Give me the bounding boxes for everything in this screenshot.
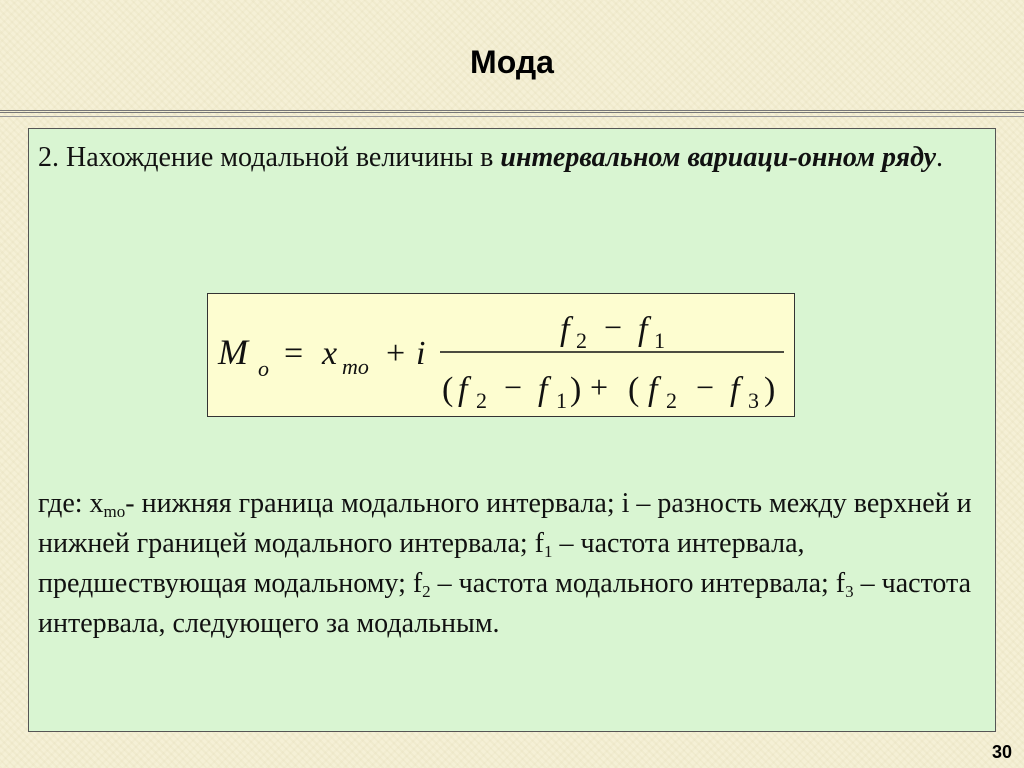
formula-num-minus: − bbox=[604, 309, 623, 345]
formula-den-plus: + bbox=[590, 369, 609, 405]
mode-formula bbox=[208, 294, 794, 416]
formula-i: i bbox=[416, 335, 426, 372]
def-sub-3: 3 bbox=[845, 582, 854, 601]
def-text-2: - нижняя граница модального интервала; i – разность между верхней и нижней границей модального интервала; f bbox=[38, 488, 972, 559]
title-divider-thin bbox=[0, 116, 1024, 117]
formula-den-open2: ( bbox=[628, 371, 640, 408]
intro-suffix: . bbox=[936, 142, 944, 173]
formula-den-f2a: f bbox=[458, 371, 468, 408]
intro-paragraph bbox=[38, 138, 978, 178]
formula-den-f2b: f bbox=[648, 371, 658, 408]
def-text-5: – частота интервала, следующего за модальным. bbox=[38, 568, 972, 639]
formula-den-minus1: − bbox=[504, 369, 523, 405]
formula-num-f2-sub: 2 bbox=[576, 328, 587, 353]
formula-equals: = bbox=[284, 335, 304, 372]
formula-den-f3: f bbox=[730, 371, 740, 408]
formula-den-f1-sub: 1 bbox=[556, 388, 567, 413]
def-sub-1: 1 bbox=[544, 542, 553, 561]
def-text-1: где: x bbox=[38, 488, 104, 519]
formula-num-f1: f bbox=[638, 311, 648, 348]
formula-lhs-main: M bbox=[218, 332, 248, 372]
slide-title: Мода bbox=[470, 44, 554, 80]
title-divider bbox=[0, 110, 1024, 113]
formula-den-minus2: − bbox=[696, 369, 715, 405]
formula-den-f3-sub: 3 bbox=[748, 388, 759, 413]
formula-den-open1: ( bbox=[442, 371, 454, 408]
def-sub-mo: mo bbox=[103, 502, 126, 521]
def-text-3: – частота интервала, предшествующая модальному; f bbox=[38, 528, 805, 599]
formula-den-f2b-sub: 2 bbox=[666, 388, 677, 413]
formula-den-f1: f bbox=[538, 371, 548, 408]
page-number: 30 bbox=[991, 742, 1012, 762]
def-text-4: – частота модального интервала; f bbox=[430, 568, 846, 599]
formula-plus: + bbox=[386, 335, 406, 372]
formula-lhs-sub: o bbox=[258, 356, 269, 381]
intro-prefix: 2. Нахождение модальной величины в bbox=[38, 142, 501, 173]
formula-den-close2: ) bbox=[764, 371, 776, 408]
formula-num-f1-sub: 1 bbox=[654, 328, 665, 353]
formula-den-close1: ) bbox=[570, 371, 582, 408]
formula-den-f2a-sub: 2 bbox=[476, 388, 487, 413]
def-sub-2: 2 bbox=[422, 582, 431, 601]
formula-x-sub: mo bbox=[342, 354, 369, 379]
intro-emphasis: интервальном вариаци-онном ряду bbox=[500, 142, 937, 173]
mode-formula-box bbox=[207, 293, 795, 417]
formula-x: x bbox=[322, 335, 338, 372]
definitions-paragraph bbox=[38, 484, 978, 644]
formula-num-f2: f bbox=[560, 311, 570, 348]
